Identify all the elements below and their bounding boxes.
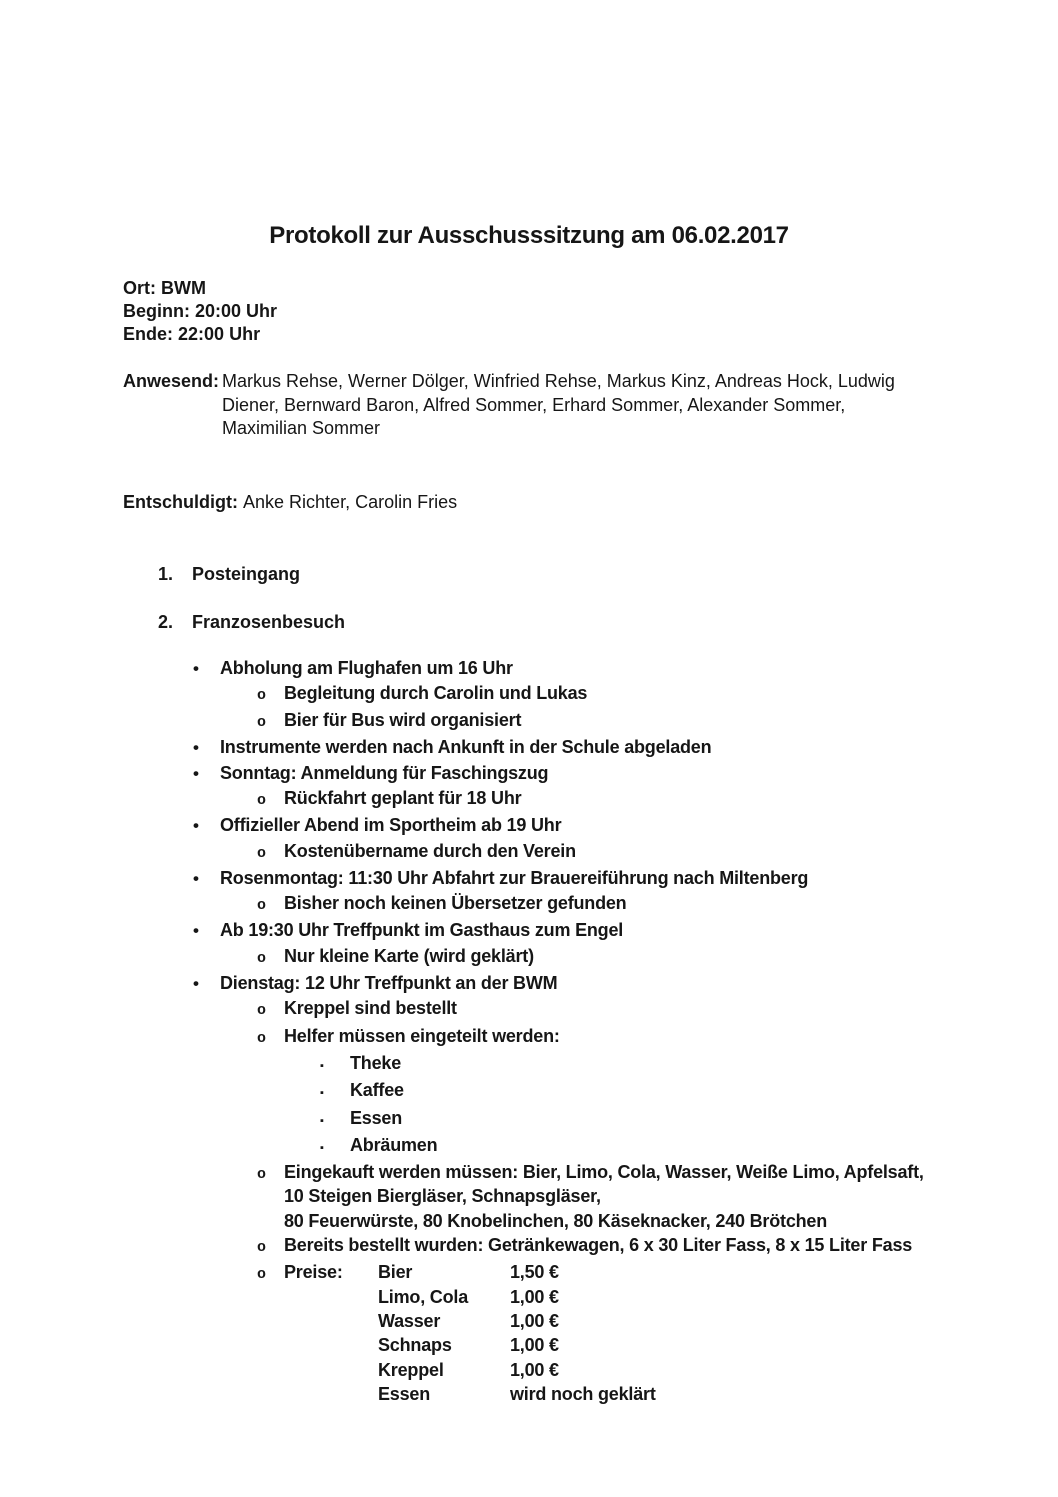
list-item: o Begleitung durch Carolin und Lukas [257,681,1058,708]
excused-block [123,491,1058,514]
price-item: Kreppel [378,1359,444,1380]
price-row [284,1333,656,1357]
agenda-title: Franzosenbesuch [192,611,346,632]
circle-bullet-icon: o [257,1002,266,1020]
price-value: 1,50 € [510,1262,559,1283]
price-row [284,1309,656,1333]
circle-bullet-icon: o [257,1239,266,1257]
square-bullet-icon: ▪ [320,1059,324,1072]
list-item: ▪ Theke [320,1051,1058,1078]
circle-bullet-icon: o [257,844,266,862]
circle-bullet-icon: o [257,1166,266,1184]
meta-ort-value: BWM [161,278,206,298]
circle-bullet-icon: o [257,1029,266,1047]
agenda-item-1 [158,562,1058,586]
price-row [284,1358,656,1382]
bullet-icon: • [193,816,199,836]
price-row [284,1285,656,1309]
bullet-icon: • [193,974,199,994]
meta-beginn [123,300,1058,323]
price-value: 1,00 € [510,1335,559,1356]
list-item: • Rosenmontag: 11:30 Uhr Abfahrt zur Brauereiführung nach Miltenberg [193,866,1058,891]
list-item: • Instrumente werden nach Ankunft in der Schule abgeladen [193,735,1058,760]
list-item: • Dienstag: 12 Uhr Treffpunkt an der BWM [193,971,1058,996]
circle-bullet-icon: o [257,949,266,967]
bullet-icon: • [193,868,199,888]
document-title: Protokoll zur Ausschusssitzung am 06.02.2017 [269,222,789,249]
list-item: o Bisher noch keinen Übersetzer gefunden [257,891,1058,918]
meta-beginn-value: 20:00 Uhr [195,301,278,321]
meta-ende-value: 22:00 Uhr [178,324,261,344]
list-item: ▪ Kaffee [320,1078,1058,1105]
price-table [284,1260,656,1406]
attendees-line-1: Markus Rehse, Werner Dölger, Winfried Rehse, Markus Kinz, Andreas Hock, Ludwig [222,371,895,391]
attendees-names [222,370,895,441]
price-row [284,1260,656,1284]
circle-bullet-icon: o [257,897,266,915]
price-value: 1,00 € [510,1310,559,1331]
attendees-line-3: Maximilian Sommer [222,418,381,438]
list-item: o Bereits bestellt wurden: Getränkewagen, 6 x 30 Liter Fass, 8 x 15 Liter Fass [257,1233,1058,1260]
meta-ende [123,323,1058,346]
circle-bullet-icon: o [257,714,266,732]
list-item: o Kreppel sind bestellt [257,996,1058,1023]
price-item: Essen [378,1383,431,1404]
square-bullet-icon: ▪ [320,1114,324,1127]
square-bullet-icon: ▪ [320,1141,324,1154]
circle-bullet-icon: o [257,791,266,809]
bullet-icon: • [193,921,199,941]
list-item: • Sonntag: Anmeldung für Faschingszug [193,761,1058,786]
shopping-lines: Eingekauft werden müssen: Bier, Limo, Cola, Wasser, Weiße Limo, Apfelsaft, 10 Steigen Biergläser, Schnapsgläser, 80 Feuerwürste, 80 Knobelinchen, 80 Käseknacker, 240 Brötchen [284,1162,924,1231]
agenda-number: 1. [158,563,174,584]
attendees-line-2: Diener, Bernward Baron, Alfred Sommer, Erhard Sommer, Alexander Sommer, [222,394,846,415]
circle-bullet-icon: o [257,686,266,704]
price-item: Limo, Cola [378,1286,469,1307]
list-item: • Offizieller Abend im Sportheim ab 19 Uhr [193,813,1058,838]
agenda-number: 2. [158,611,174,632]
list-item: • Abholung am Flughafen um 16 Uhr [193,656,1058,681]
bullet-icon: • [193,658,199,678]
agenda-item-2 [158,610,1058,634]
excused-label: Entschuldigt: [123,491,238,512]
bullet-list [0,656,1058,1407]
meta-block [123,277,1058,346]
price-item: Schnaps [378,1335,452,1356]
list-item: ▪ Essen [320,1106,1058,1133]
bullet-icon: • [193,738,199,758]
price-row [284,1382,656,1406]
list-item: • Ab 19:30 Uhr Treffpunkt im Gasthaus zum Engel [193,918,1058,943]
price-value: 1,00 € [510,1359,559,1380]
meta-ende-label: Ende: [123,324,174,344]
attendees-block [123,370,1058,441]
list-item: o Nur kleine Karte (wird geklärt) [257,944,1058,971]
agenda-title: Posteingang [192,563,301,584]
price-value: 1,00 € [510,1286,559,1307]
excused-names: Anke Richter, Carolin Fries [243,491,458,512]
list-item: o Helfer müssen eingeteilt werden: [257,1024,1058,1051]
price-value: wird noch geklärt [510,1383,656,1404]
list-item-shopping [257,1160,1058,1233]
meta-ort-label: Ort: [123,278,156,298]
list-item-prices [257,1260,1058,1406]
list-item: o Bier für Bus wird organisiert [257,708,1058,735]
price-table-label: Preise: [284,1262,343,1283]
list-item: o Rückfahrt geplant für 18 Uhr [257,786,1058,813]
meta-ort [123,277,1058,300]
list-item: o Kostenübername durch den Verein [257,839,1058,866]
attendees-label: Anwesend: [123,371,220,391]
price-item: Wasser [378,1310,441,1331]
bullet-icon: • [193,763,199,783]
list-item: ▪ Abräumen [320,1133,1058,1160]
meta-beginn-label: Beginn: [123,301,190,321]
square-bullet-icon: ▪ [320,1087,324,1100]
price-item: Bier [378,1262,413,1283]
circle-bullet-icon: o [257,1266,266,1284]
